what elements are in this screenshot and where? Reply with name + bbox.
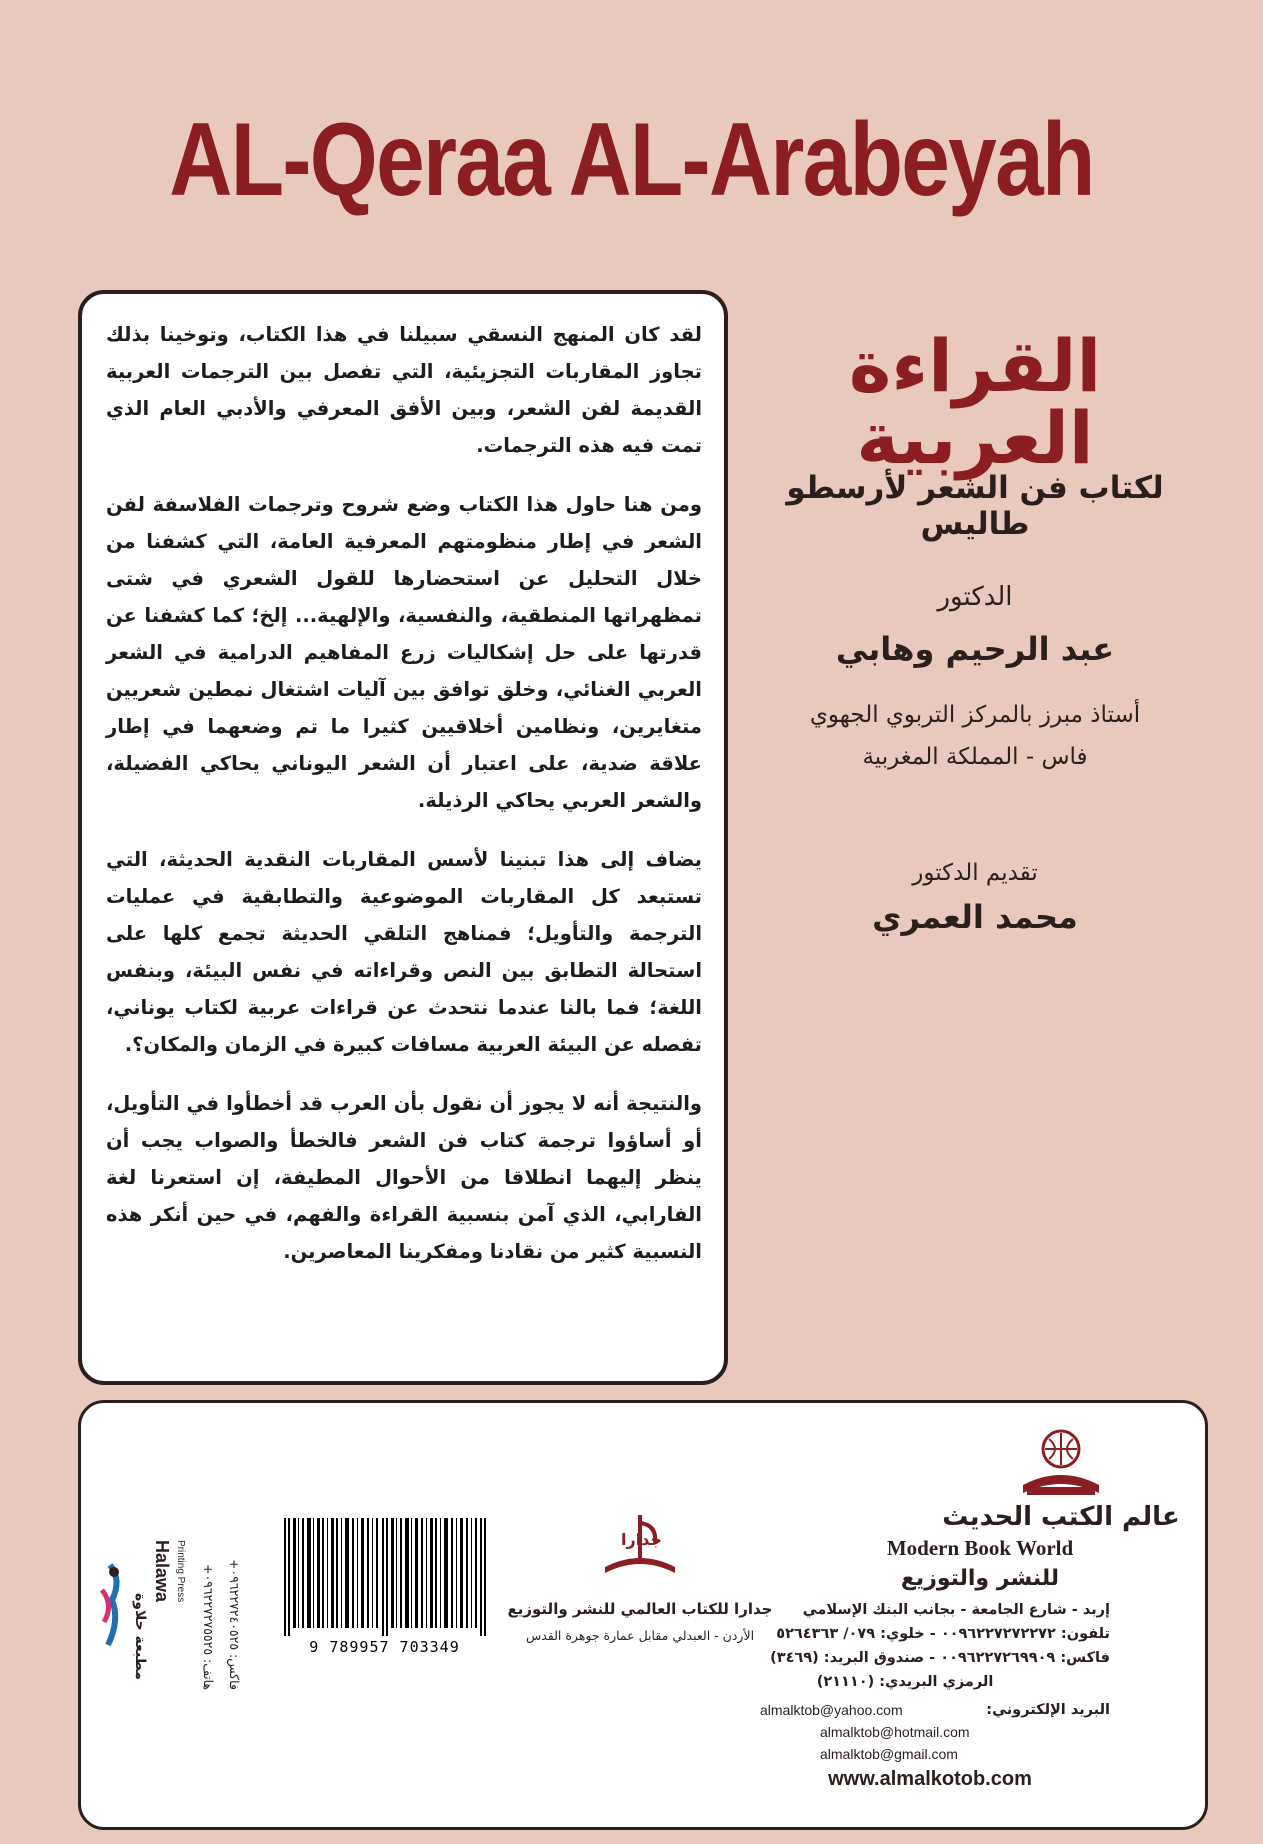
publisher-email-label: البريد الإلكتروني: (986, 1702, 1110, 1718)
blurb-paragraph-1: لقد كان المنهج النسقي سبيلنا في هذا الكتاب، وتوخينا بذلك تجاوز المقاربات التجزيئية، التي تفصل بين الترجمات العربية القديمة لفن الشعر، وبين الأفق المعرفي والأدبي العام الذي تمت فيه هذه الترجمات. (106, 323, 702, 457)
author-affiliation: أستاذ مبرز بالمركز التربوي الجهوي (809, 702, 1141, 728)
printer-name-english: Halawa (152, 1540, 172, 1603)
introduction-label: تقديم الدكتور (912, 860, 1038, 886)
author-name: عبد الرحيم وهابي (835, 630, 1115, 668)
blurb-paragraph-2: ومن هنا حاول هذا الكتاب وضع شروح وترجمات الفلاسفة لفن الشعر في إطار منظومتهم المعرفية العامة، التي كشفنا من خلال التحليل عن استحضارها للقول الشعري في شتى تمظهراتها المنطقية، والنفسية، والإلهية... إلخ؛ كما كشفنا عن قدرتها على حل إشكاليات زرع المفاهيم الدرامية في الشعر العربي الغنائي، وخلق توافق بين آليات اشتغال نمطين شعريين متغايرين، ونظامين أخلاقيين كثيرا ما تم وضعهما في إطار علاقة ضدية، على اعتبار أن الشعر اليوناني يحاكي الفضيلة، والشعر العربي يحاكي الرذيلة. (106, 493, 702, 812)
svg-text:جدارا: جدارا (621, 1530, 662, 1549)
blurb-paragraph-4: والنتيجة أنه لا يجوز أن نقول بأن العرب قد أخطأوا في التأويل، أو أساؤوا ترجمة كتاب فن الشعر فالخطأ والصواب يجب أن ينظر إليهما انطلاقا من الأحوال المطيفة، إن استعرنا لغة الفارابي، الذي آمن بنسبية القراءة والفهم، في حين أنكر هذه النسبية كثير من نقادنا ومفكرينا المعاصرين. (106, 1092, 702, 1263)
publisher-name-arabic: للنشر والتوزيع (900, 1566, 1060, 1591)
distributor-logo (595, 1505, 685, 1585)
isbn-number: 9 789957 703349 (309, 1638, 460, 1656)
publisher-phone: تلفون: ٠٠٩٦٢٢٧٢٧٢٢٧٢ - خلوي: ٠٧٩/ ٥٢٦٤٣٦٣ (776, 1626, 1110, 1642)
english-title: AL-Qeraa AL-Arabeyah (169, 102, 1094, 218)
publisher-logo (942, 1427, 1180, 1535)
book-subtitle: لكتاب فن الشعر لأرسطو طاليس (786, 470, 1164, 542)
author-label: الدكتور (937, 582, 1013, 612)
distributor-name: جدارا للكتاب العالمي للنشر والتوزيع (507, 1600, 773, 1618)
publisher-website[interactable]: www.almalkotob.com (828, 1768, 1032, 1790)
publisher-fax: فاكس: ٠٠٩٦٢٢٧٢٦٩٩٠٩ - صندوق البريد: (٣٤٦٩) (770, 1650, 1110, 1666)
publisher-email-2[interactable]: almalktob@hotmail.com (820, 1724, 970, 1740)
printer-fax: فاكس: ٠٩٦٢٢٧٢٤٠٥٢٥+ (227, 1559, 242, 1690)
printer-phone: هاتف: ٠٩٦٢٢٧٢٧٥٥٢٥+ (201, 1563, 216, 1690)
printer-subtitle: Printing Press (175, 1540, 186, 1603)
blurb-box (78, 290, 728, 1385)
distributor-address: الأردن - العبدلي مقابل عمارة جوهرة القدس (525, 1628, 755, 1643)
author-location: فاس - المملكة المغربية (862, 744, 1088, 770)
printer-name-arabic: مطبعة حلاوة (132, 1593, 148, 1680)
publisher-email-1[interactable]: almalktob@yahoo.com (760, 1702, 903, 1718)
printer-block (90, 1520, 265, 1690)
introduction-author: محمد العمري (872, 898, 1078, 936)
isbn-barcode (282, 1518, 487, 1636)
publisher-address: إربد - شارع الجامعة - بجانب البنك الإسلامي (802, 1602, 1110, 1618)
arabic-title: القراءة العربية (848, 324, 1102, 480)
publisher-name-english: Modern Book World (886, 1536, 1074, 1560)
publisher-email-3[interactable]: almalktob@gmail.com (820, 1746, 958, 1762)
publisher-postal-code: الرمزي البريدي: (٢١١١٠) (816, 1674, 994, 1690)
svg-text:عالم الكتب الحديث: عالم الكتب الحديث (942, 1502, 1180, 1532)
blurb-paragraph-3: يضاف إلى هذا تبنينا لأسس المقاربات النقدية الحديثة، التي تستبعد كل المقاربات الموضوعية والتطابقية في عمليات الترجمة والتأويل؛ فمناهج التلقي الحديثة تجمع كلها على استحالة التطابق بين النص وقراءاته في نفس البيئة، وبنفس اللغة؛ فما بالنا عندما نتحدث عن قراءات عربية لكتاب يوناني، تفصله عن البيئة العربية مسافات كبيرة في الزمان والمكان؟. (106, 848, 702, 1056)
